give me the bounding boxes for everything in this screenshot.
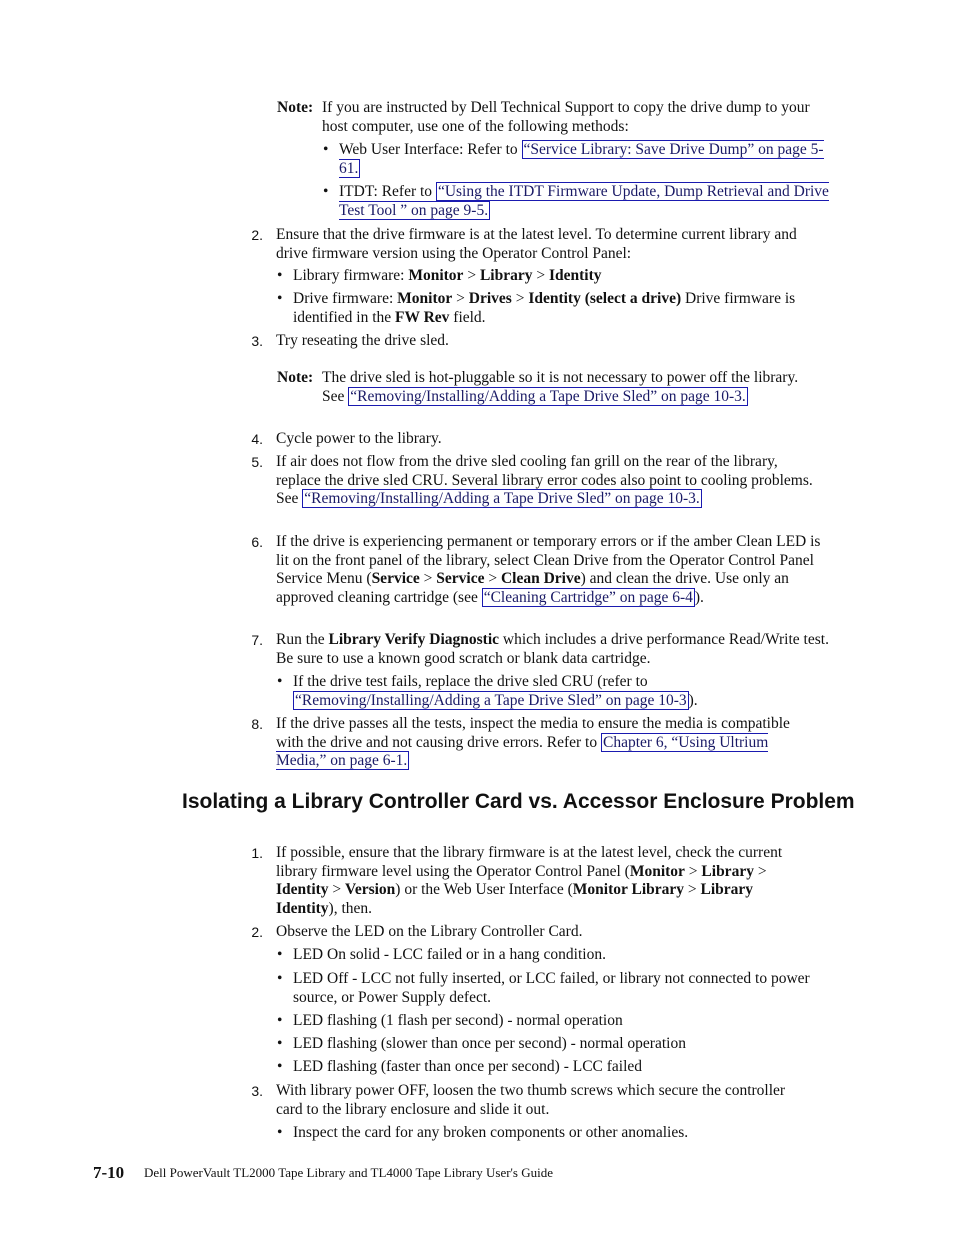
xref-link-tape-drive-sled[interactable]: “Removing/Installing/Adding a Tape Drive Sled” on page 10-3.: [350, 387, 746, 405]
bullet-marker: •: [277, 970, 283, 987]
step-text: Try reseating the drive sled.: [276, 332, 449, 349]
step-text: If the drive is experiencing permanent or temporary errors or if the amber Clean LED is lit on the front panel of the library, select Clean Drive from the Operator Control Panel Service Menu (Service > Service > Clean Drive) and clean the drive. Use only an approved cleaning cartridge (see “Cleaning Cartridge” on page 6-4 ).: [276, 533, 821, 606]
xref-link-tape-drive-sled[interactable]: “Removing/Installing/Adding a Tape Drive Sled” on page 10-3.: [304, 490, 700, 507]
step-number: 6.: [251, 534, 263, 550]
bullet-item: If the drive test fails, replace the drive sled CRU (refer to “Removing/Installing/Adding a Tape Drive Sled” on page 10-3 ).: [293, 673, 698, 709]
xref-link-cleaning-cartridge[interactable]: “Cleaning Cartridge” on page 6-4: [483, 588, 693, 606]
note-text: If you are instructed by Dell Technical Support to copy the drive dump to your host computer, use one of the following methods:: [322, 99, 810, 135]
step-number: 2.: [251, 924, 263, 940]
footer-title: Dell PowerVault TL2000 Tape Library and TL4000 Tape Library User's Guide: [144, 1165, 553, 1180]
note-label: Note:: [277, 369, 314, 386]
bullet-marker: •: [277, 1035, 283, 1052]
step-number: 1.: [251, 845, 263, 861]
bullet-marker: •: [277, 673, 283, 690]
step-text: If air does not flow from the drive sled cooling fan grill on the rear of the library, replace the drive sled CRU. Several library error codes also point to cooling problems. See “Removing/Installing/Adding a Tape Drive Sled” on page 10-3.: [276, 453, 813, 507]
bullet-item: LED On solid - LCC failed or in a hang condition.: [293, 946, 606, 963]
bullet-marker: •: [277, 1124, 283, 1141]
step-text: Observe the LED on the Library Controller Card.: [276, 923, 583, 940]
step-number: 3.: [251, 333, 263, 349]
bullet-item: LED flashing (1 flash per second) - normal operation: [293, 1012, 623, 1029]
xref-link-using-ultrium-media[interactable]: Chapter 6, “Using Ultrium Media,” on page 6-1.: [276, 733, 769, 769]
bullet-item: LED flashing (faster than once per second) - LCC failed: [293, 1058, 643, 1075]
bullet-marker: •: [323, 183, 329, 200]
bullet-text: Web User Interface: Refer to: [339, 141, 522, 158]
step-number: 5.: [251, 454, 263, 470]
step-number: 8.: [251, 716, 263, 732]
page-number: 7-10: [93, 1163, 125, 1182]
section-heading: Isolating a Library Controller Card vs. Accessor Enclosure Problem: [182, 790, 855, 813]
step-text: Run the Library Verify Diagnostic which includes a drive performance Read/Write test. Be sure to use a known good scratch or blank data cartridge.: [276, 631, 829, 667]
step-number: 2.: [251, 227, 263, 243]
bullet-item: LED Off - LCC not fully inserted, or LCC failed, or library not connected to power source, or Power Supply defect.: [293, 970, 810, 1006]
note-label: Note:: [277, 99, 314, 116]
bullet-item: Inspect the card for any broken components or other anomalies.: [293, 1124, 689, 1141]
step-number: 7.: [251, 632, 263, 648]
step-number: 4.: [251, 431, 263, 447]
xref-link-save-drive-dump[interactable]: “Service Library: Save Drive Dump” on page 5-61.: [339, 141, 824, 177]
step-text: Ensure that the drive firmware is at the latest level. To determine current library and drive firmware version using the Operator Control Panel:: [276, 226, 797, 262]
bullet-item: [339, 141, 829, 178]
step-text: With library power OFF, loosen the two thumb screws which secure the controller card to the library enclosure and slide it out.: [276, 1082, 786, 1118]
bullet-marker: •: [277, 1058, 283, 1075]
bullet-item: [339, 183, 829, 220]
bullet-item: Library firmware: Monitor > Library > Identity: [293, 267, 602, 284]
step-number: 3.: [251, 1083, 263, 1099]
step-text: Cycle power to the library.: [276, 430, 442, 447]
bullet-text: ITDT: Refer to: [339, 183, 436, 200]
xref-link-itdt[interactable]: “Using the ITDT Firmware Update, Dump Retrieval and Drive Test Tool ” on page 9-5.: [339, 183, 829, 219]
bullet-marker: •: [277, 290, 283, 307]
xref-link-tape-drive-sled[interactable]: “Removing/Installing/Adding a Tape Drive Sled” on page 10-3: [295, 691, 687, 709]
note-text: The drive sled is hot-pluggable so it is not necessary to power off the library. See “Removing/Installing/Adding a Tape Drive Sled” on page 10-3.: [322, 369, 799, 405]
bullet-marker: •: [323, 141, 329, 158]
bullet-marker: •: [277, 267, 283, 284]
bullet-marker: •: [277, 946, 283, 963]
bullet-item: LED flashing (slower than once per second) - normal operation: [293, 1035, 686, 1052]
bullet-item: Drive firmware: Monitor > Drives > Identity (select a drive) Drive firmware is identified in the FW Rev field.: [293, 290, 796, 326]
step-text: If possible, ensure that the library firmware is at the latest level, check the current library firmware level using the Operator Control Panel (Monitor > Library > Identity > Version) or the Web User Interface (Monitor Library > Library Identity), then.: [276, 844, 783, 917]
step-text: If the drive passes all the tests, inspect the media to ensure the media is compatible with the drive and not causing drive errors. Refer to Chapter 6, “Using Ultrium Media,” on page 6-1.: [276, 715, 790, 769]
bullet-marker: •: [277, 1012, 283, 1029]
